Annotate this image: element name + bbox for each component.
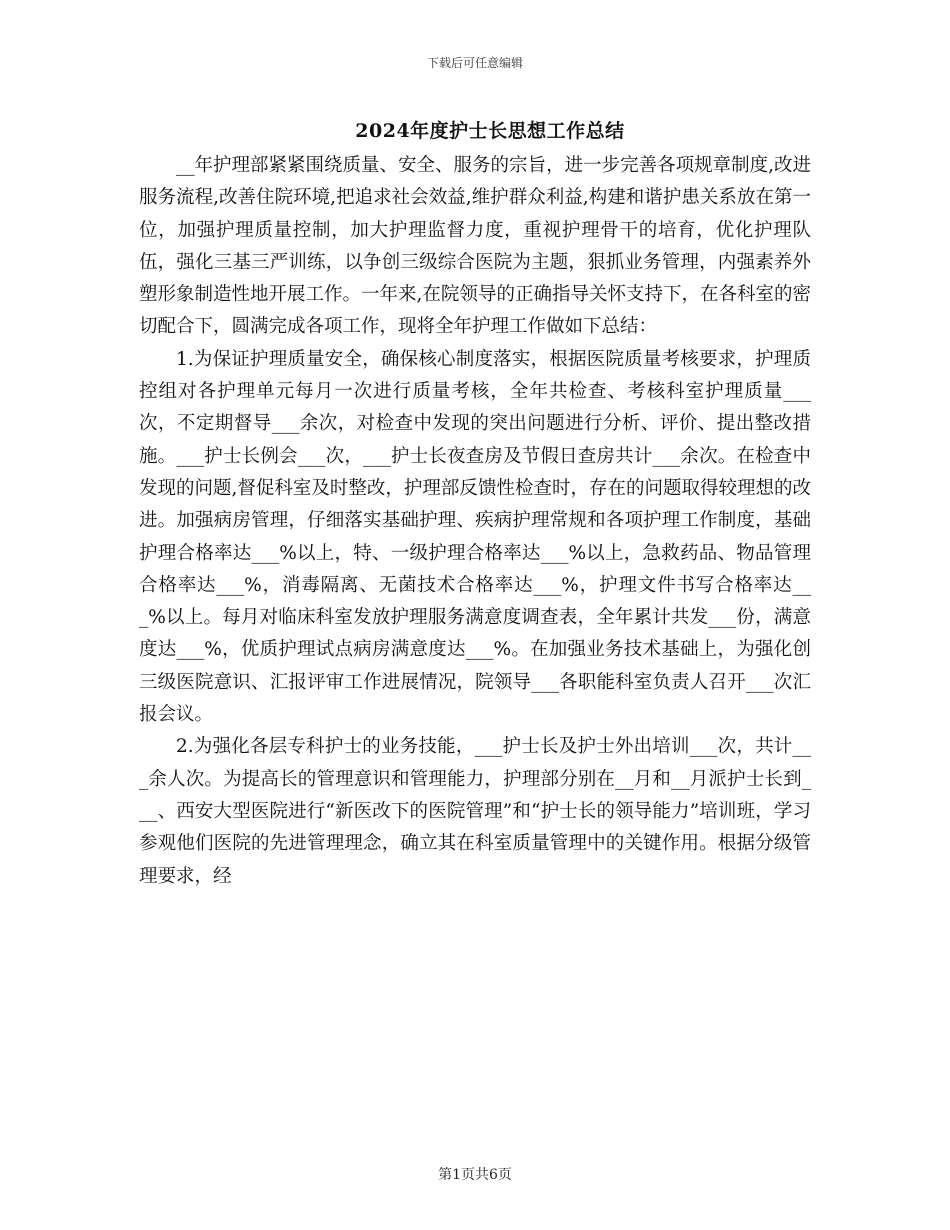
body-paragraph-1: 1.为保证护理质量安全，确保核心制度落实，根据医院质量考核要求，护理质控组对各护理单元每月一次进行质量考核，全年共检查、考核科室护理质量___次，不定期督导___余次，对检查中发现的突出问题进行分析、评价、提出整改措施。___护士长例会___次，___护士长夜查房及节假日查房共计___余次。在检查中发现的问题,督促科室及时整改，护理部反馈性检查时，存在的问题取得较理想的改进。加强病房管理，仔细落实基础护理、疾病护理常规和各项护理工作制度，基础护理合格率达___%以上，特、一级护理合格率达___%以上，急救药品、物品管理合格率达___%，消毒隔离、无菌技术合格率达___%，护理文件书写合格率达___%以上。每月对临床科室发放护理服务满意度调查表，全年累计共发___份，满意度达___%，优质护理试点病房满意度达___%。在加强业务技术基础上，为强化创三级医院意识、汇报评审工作进展情况，院领导___各职能科室负责人召开___次汇报会议。: [139, 348, 811, 726]
page-header-note: 下载后可任意编辑: [426, 56, 523, 70]
body-paragraph-2: 2.为强化各层专科护士的业务技能，___护士长及护士外出培训___次，共计___余人次。为提高长的管理意识和管理能力，护理部分别在__月和__月派护士长到___、西安大型医院进行“新医改下的医院管理”和“护士长的领导能力”培训班，学习参观他们医院的先进管理理念，确立其在科室质量管理中的关键作用。根据分级管理要求，经: [139, 736, 811, 887]
document-title: 2024年度护士长思想工作总结: [355, 120, 625, 142]
page-number-footer: 第1页共6页: [438, 1167, 512, 1183]
body-paragraph-intro: __年护理部紧紧围绕质量、安全、服务的宗旨，进一步完善各项规章制度,改进服务流程,改善住院环境,把追求社会效益,维护群众利益,构建和谐护患关系放在第一位，加强护理质量控制，加大护理监督力度，重视护理骨干的培育，优化护理队伍，强化三基三严训练，以争创三级综合医院为主题，狠抓业务管理，内强素养外塑形象制造性地开展工作。一年来,在院领导的正确指导关怀支持下，在各科室的密切配合下，圆满完成各项工作，现将全年护理工作做如下总结：: [139, 155, 811, 338]
document-body: [139, 150, 811, 893]
